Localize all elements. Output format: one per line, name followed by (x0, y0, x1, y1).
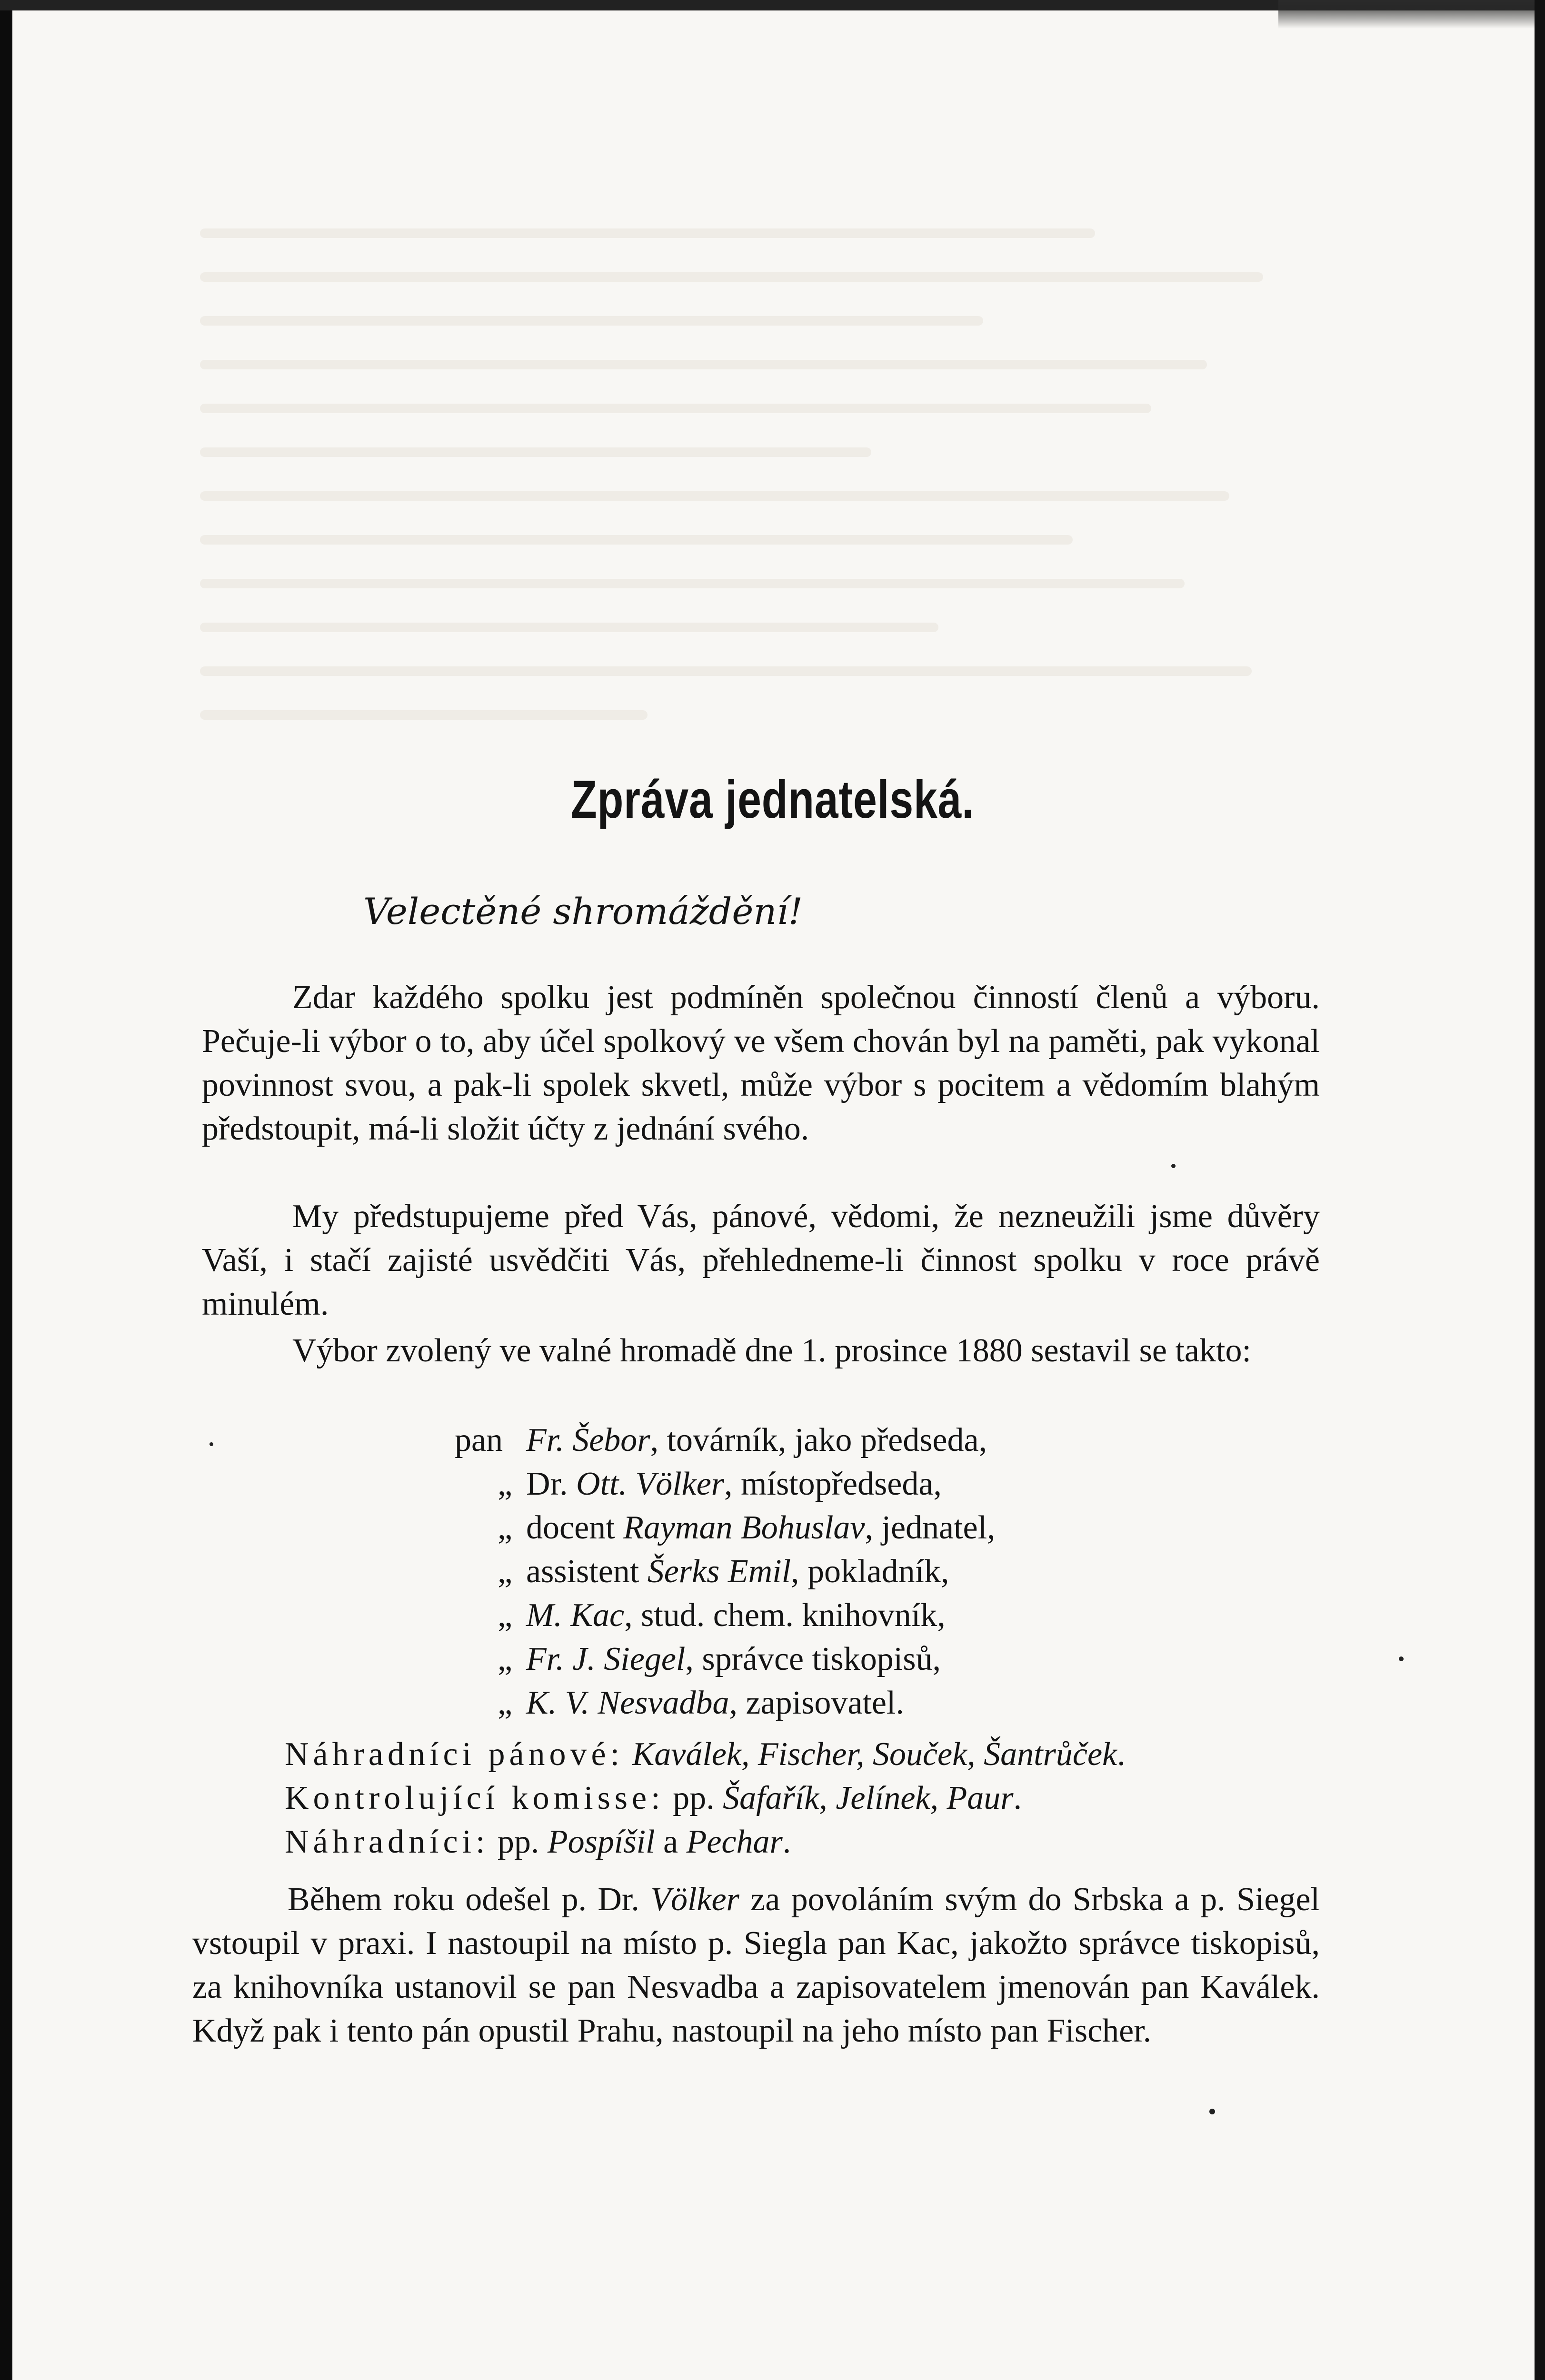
closing-text-2: za povoláním svým do Srbska a p. Siegel vstoupil v praxi. I nastoupil na místo p. Siegla pan Kac, jakožto správce tiskopisů, za knihovníka ustanovil se pan Nesvadba a zapisovatelem jmenován pan Kaválek. Když pak i tento pán opustil Prahu, nastoupil na jeho místo pan Fischer. (192, 1881, 1320, 2049)
paragraph-3 (202, 1329, 1320, 1373)
alternates-names: Kaválek, Fischer, Souček, Šantrůček (632, 1736, 1117, 1773)
control-commission-names: Šafařík, Jelínek, Paur (723, 1780, 1014, 1816)
member-role: , pokladník, (791, 1553, 949, 1590)
control-commission-line (285, 1776, 1022, 1820)
page-title: Zpráva jednatelská. (571, 770, 974, 829)
member-name: Rayman Bohuslav (623, 1509, 865, 1546)
salutation: Velectěné shromáždění! (363, 890, 803, 932)
member-role: , místopředseda, (724, 1466, 942, 1502)
member-name: K. V. Nesvadba (526, 1685, 729, 1721)
committee-member (455, 1506, 996, 1550)
member-name: M. Kac (526, 1597, 625, 1634)
member-prefix: „ (498, 1641, 513, 1677)
substitutes-name-2: Pechar (686, 1824, 783, 1860)
control-commission-suffix: . (1013, 1780, 1022, 1816)
member-name: Fr. J. Siegel (526, 1641, 686, 1677)
member-title: assistent (526, 1553, 648, 1590)
closing-name: Völker (650, 1881, 739, 1918)
committee-member (455, 1681, 996, 1725)
alternates-label: Náhradníci pánové: (285, 1736, 624, 1773)
scan-right-edge (1535, 0, 1545, 2380)
alternates-line (285, 1733, 1126, 1776)
committee-member (455, 1637, 996, 1681)
substitutes-prefix: pp. (497, 1824, 548, 1860)
alternates-suffix: . (1117, 1736, 1126, 1773)
paragraph-1-text: Zdar každého spolku jest podmíněn společnou činností členů a výboru. Pečuje-li výbor o to, aby účel spolkový ve všem chován byl na paměti, pak vykonal povinnost svou, a pak-li spolek skvetl, může výbor s pocitem a vědomím blahým předstoupit, má-li složit účty z jednání svého. (202, 979, 1320, 1147)
committee-member (455, 1550, 996, 1594)
member-name: Ott. Völker (576, 1466, 725, 1502)
substitutes-line (285, 1820, 791, 1864)
committee-list (455, 1418, 996, 1725)
member-title: Dr. (526, 1466, 576, 1502)
closing-text-1: Během roku odešel p. Dr. (288, 1881, 651, 1918)
control-commission-label: Kontrolující komisse: (285, 1780, 665, 1816)
member-prefix: „ (498, 1466, 513, 1502)
ink-speck (209, 1442, 213, 1446)
ink-speck (1209, 2109, 1215, 2114)
committee-member (455, 1418, 996, 1462)
member-prefix: pan (455, 1422, 503, 1458)
substitutes-conj: a (655, 1824, 687, 1860)
ink-speck (1399, 1656, 1404, 1661)
member-role: , stud. chem. knihovník, (624, 1597, 946, 1634)
closing-paragraph (192, 1878, 1320, 2053)
scan-shadow (1278, 0, 1545, 29)
paragraph-3-text: Výbor zvolený ve valné hromadě dne 1. prosince 1880 sestavil se takto: (292, 1332, 1251, 1369)
member-prefix: „ (498, 1597, 513, 1634)
member-role: , zapisovatel. (729, 1685, 904, 1721)
member-prefix: „ (498, 1509, 513, 1546)
member-name: Fr. Šebor (526, 1422, 650, 1458)
member-prefix: „ (498, 1553, 513, 1590)
paragraph-2 (202, 1195, 1320, 1326)
paragraph-2-text: My předstupujeme před Vás, pánové, vědomi, že nezneužili jsme důvěry Vaší, i stačí zajisté usvědčiti Vás, přehledneme-li činnost spolku v roce právě minulém. (202, 1198, 1320, 1322)
member-role: , správce tiskopisů, (685, 1641, 941, 1677)
substitutes-label: Náhradníci: (285, 1824, 489, 1860)
control-commission-prefix: pp. (673, 1780, 723, 1816)
member-role: , továrník, jako předseda, (650, 1422, 987, 1458)
member-prefix: „ (498, 1685, 513, 1721)
member-name: Šerks Emil (647, 1553, 791, 1590)
committee-member (455, 1462, 996, 1506)
ink-speck (1171, 1164, 1176, 1168)
scan-left-edge (0, 0, 12, 2380)
committee-member (455, 1594, 996, 1637)
member-role: , jednatel, (865, 1509, 996, 1546)
substitutes-name-1: Pospíšil (547, 1824, 655, 1860)
substitutes-suffix: . (782, 1824, 791, 1860)
member-title: docent (526, 1509, 624, 1546)
bleed-through-texture (200, 228, 1319, 800)
paragraph-1 (202, 976, 1320, 1151)
